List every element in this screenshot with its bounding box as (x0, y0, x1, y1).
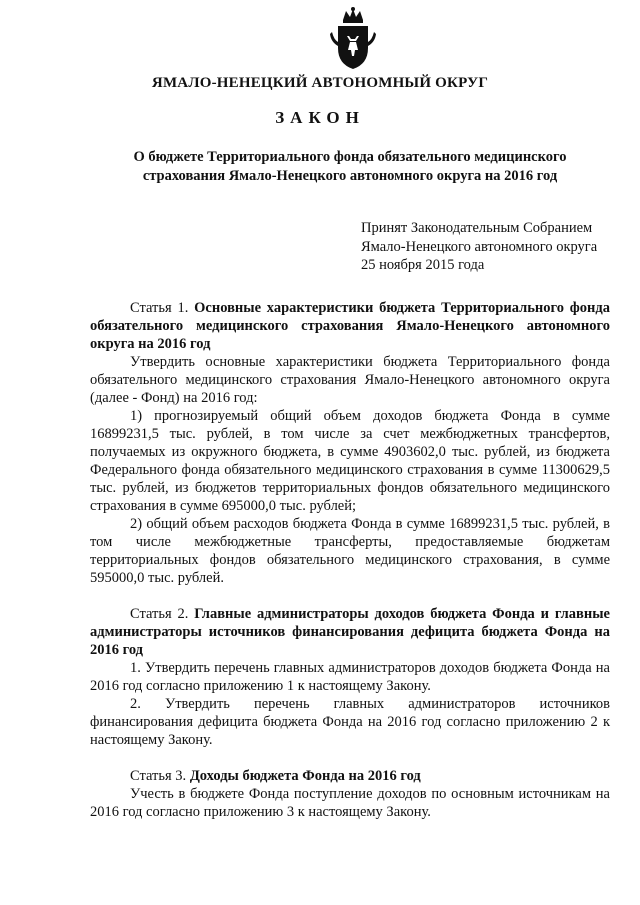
law-subject-line-2: страхования Ямало-Ненецкого автономного округа на 2016 год (142, 168, 558, 184)
article-title: Основные характеристики бюджета Территориального фонда обязательного медицинского страхования Ямало-Ненецкого автономного округа на 2016 год (90, 300, 610, 352)
law-subject-line-1: О бюджете Территориального фонда обязательного медицинского (133, 149, 567, 165)
paragraph: Учесть в бюджете Фонда поступление доходов по основным источникам на 2016 год согласно приложению 3 к настоящему Закону. (90, 786, 610, 820)
article-number: Статья 2. (130, 606, 189, 622)
article-3-heading (90, 767, 610, 785)
paragraph: 1) прогнозируемый общий объем доходов бюджета Фонда в сумме 16899231,5 тыс. рублей, в том числе за счет межбюджетных трансфертов, получаемых из окружного бюджета, в сумме 4903602,0 тыс. рублей, из бюджета Федерального фонда обязательного медицинского страхования в сумме 11300629,5 тыс. рублей, из бюджетов территориальных фондов обязательного медицинского страхования в сумме 695000,0 тыс. рублей; (90, 408, 610, 514)
adoption-note (361, 219, 621, 275)
paragraph: 2. Утвердить перечень главных администраторов источников финансирования дефицита бюджета Фонда на 2016 год согласно приложению 2 к настоящему Закону. (90, 696, 610, 748)
article-1-heading (90, 299, 610, 353)
paragraph: 2) общий объем расходов бюджета Фонда в сумме 16899231,5 тыс. рублей, в том числе межбюджетные трансферты, предоставляемые бюджетам территориальных фондов обязательного медицинского страхования, в сумме 595000,0 тыс. рублей. (90, 516, 610, 586)
article-2-heading (90, 605, 610, 659)
adoption-line-2: Ямало-Ненецкого автономного округа (361, 238, 598, 255)
adoption-date: 25 ноября 2015 года (361, 257, 485, 273)
adoption-line-1: Принят Законодательным Собранием (361, 220, 593, 236)
law-body (90, 299, 610, 821)
article-number: Статья 3. (130, 768, 187, 784)
law-subject (100, 148, 600, 186)
coat-of-arms-icon (326, 6, 380, 72)
paragraph: Утвердить основные характеристики бюджета Территориального фонда обязательного медицинского страхования Ямало-Ненецкого автономного округа (далее - Фонд) на 2016 год: (90, 354, 610, 406)
paragraph: 1. Утвердить перечень главных администраторов доходов бюджета Фонда на 2016 год согласно приложению 1 к настоящему Закону. (90, 660, 610, 694)
article-number: Статья 1. (130, 300, 189, 316)
region-title: ЯМАЛО-НЕНЕЦКИЙ АВТОНОМНЫЙ ОКРУГ (151, 75, 489, 91)
article-title: Доходы бюджета Фонда на 2016 год (189, 768, 421, 784)
law-title: ЗАКОН (275, 108, 365, 127)
article-title: Главные администраторы доходов бюджета Фонда и главные администраторы источников финансирования дефицита бюджета Фонда на 2016 год (90, 606, 610, 658)
